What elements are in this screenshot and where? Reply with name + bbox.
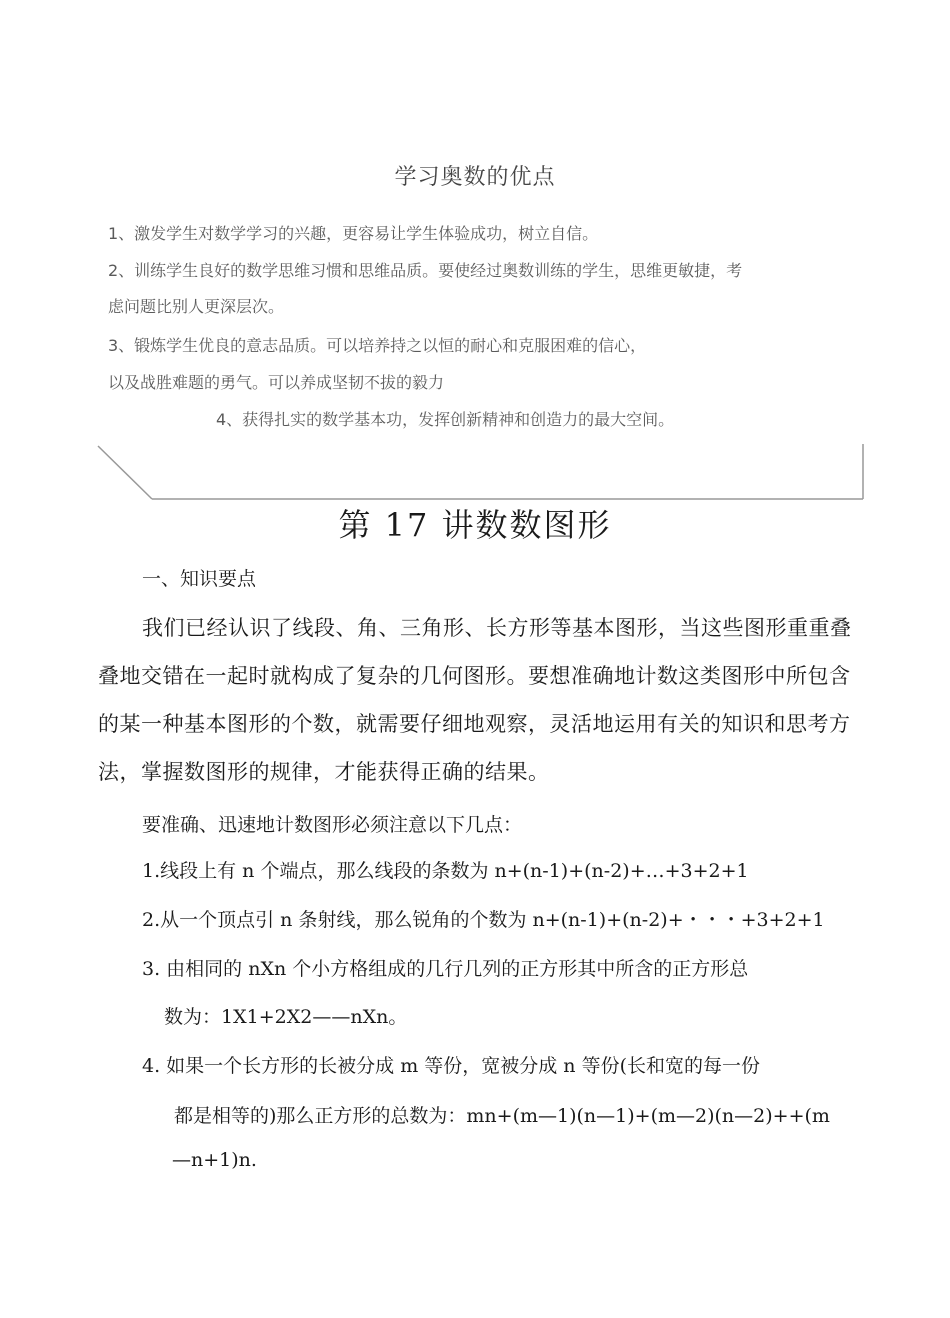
rule-item-4-line-2: 都是相等的)那么正方形的总数为：mn+(m—1)(n—1)+(m—2)(n—2)++(m: [174, 1105, 830, 1127]
lecture-title: 第 17 讲数数图形: [338, 506, 612, 544]
intro-title: 学习奥数的优点: [394, 165, 556, 190]
rule-item-4-line-1: 4. 如果一个长方形的长被分成 m 等份，宽被分成 n 等份(长和宽的每一份: [142, 1055, 760, 1077]
banner-diagonal-line: [98, 446, 152, 499]
intro-point-4: 4、获得扎实的数学基本功，发挥创新精神和创造力的最大空间。: [216, 410, 675, 429]
intro-point-3-line-2: 以及战胜难题的勇气。可以养成坚韧不拔的毅力: [108, 373, 445, 392]
rule-item-3-line-1: 3. 由相同的 nXn 个小方格组成的几行几列的正方形其中所含的正方形总: [142, 958, 749, 980]
intro-point-2-line-2: 虑问题比别人更深层次。: [108, 297, 285, 316]
rule-item-1: 1.线段上有 n 个端点，那么线段的条数为 n+(n-1)+(n-2)+…+3+2+1: [142, 860, 749, 882]
intro-point-3-line-1: 3、锻炼学生优良的意志品质。可以培养持之以恒的耐心和克服困难的信心，: [108, 336, 647, 355]
rule-item-2: 2.从一个顶点引 n 条射线，那么锐角的个数为 n+(n-1)+(n-2)+・・・+3+2+1: [142, 909, 825, 931]
intro-paragraph: 我们已经认识了线段、角、三角形、长方形等基本图形，当这些图形重重叠叠地交错在一起时就构成了复杂的几何图形。要想准确地计数这类图形中所包含的某一种基本图形的个数，就需要仔细地观察，灵活地运用有关的知识和思考方法，掌握数图形的规律，才能获得正确的结果。: [98, 616, 852, 784]
rule-item-3-line-2: 数为：1X1+2X2——nXn。: [164, 1006, 408, 1028]
decorative-banner-frame: [0, 0, 950, 520]
section-heading: 一、知识要点: [142, 568, 257, 590]
rule-item-4-line-3: —n+1)n.: [172, 1149, 257, 1171]
intro-point-1: 1、激发学生对数学学习的兴趣，更容易让学生体验成功，树立自信。: [108, 224, 599, 243]
notice-line: 要准确、迅速地计数图形必须注意以下几点：: [142, 814, 523, 836]
intro-point-2-line-1: 2、训练学生良好的数学思维习惯和思维品质。要使经过奥数训练的学生，思维更敏捷，考: [108, 261, 743, 280]
